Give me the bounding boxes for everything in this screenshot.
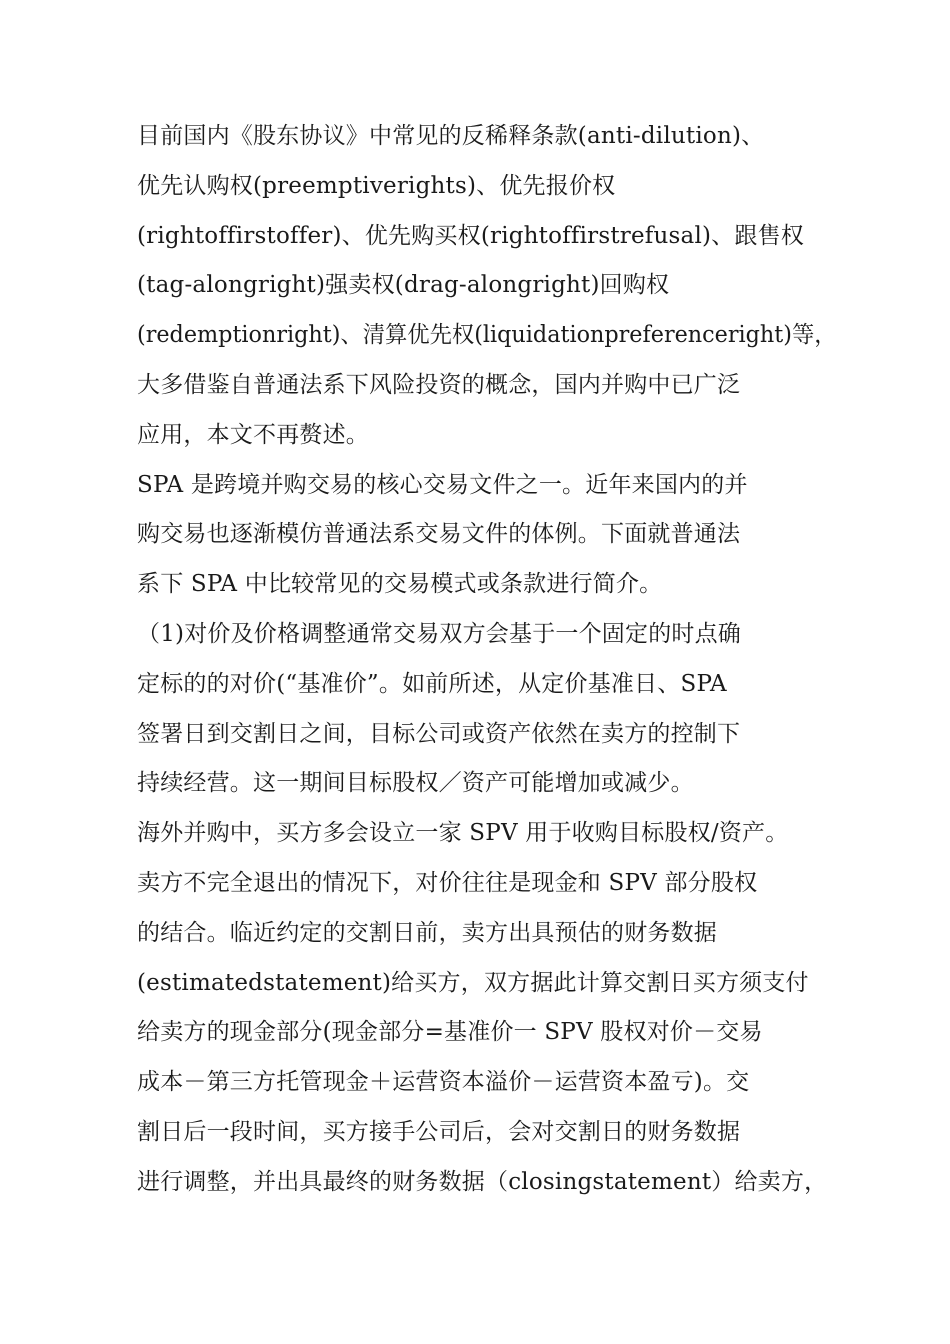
text-line: (redemptionright)、清算优先权(liquidationpreferenceright)等， (137, 322, 837, 349)
text-line: 卖方不完全退出的情况下，对价往往是现金和 SPV 部分股权 (137, 869, 758, 896)
text-line: (tag-alongright)强卖权(drag-alongright)回购权 (137, 272, 670, 299)
text-line: 系下 SPA 中比较常见的交易模式或条款进行简介。 (137, 571, 663, 598)
text-line: （1)对价及价格调整通常交易双方会基于一个固定的时点确 (137, 620, 742, 647)
text-line: 给卖方的现金部分(现金部分=基准价一 SPV 股权对价－交易 (137, 1019, 763, 1046)
text-line: 持续经营。这一期间目标股权／资产可能增加或减少。 (137, 770, 694, 797)
text-line: 的结合。临近约定的交割日前，卖方出具预估的财务数据 (137, 919, 717, 946)
text-line: 定标的的对价(“基准价”。如前所述，从定价基准日、SPA (137, 670, 727, 697)
text-line: 目前国内《股东协议》中常见的反稀释条款(anti-dilution)、 (137, 123, 765, 149)
text-line: SPA 是跨境并购交易的核心交易文件之一。近年来国内的并 (137, 471, 748, 498)
text-line: 海外并购中，买方多会设立一家 SPV 用于收购目标股权/资产。 (137, 820, 789, 847)
text-line: 成本－第三方托管现金＋运营资本溢价－运营资本盈亏)。交 (137, 1069, 750, 1096)
text-line: (estimatedstatement)给买方，双方据此计算交割日买方须支付 (137, 969, 809, 996)
text-line: 应用，本文不再赘述。 (137, 421, 369, 448)
text-line: 割日后一段时间，买方接手公司后，会对交割日的财务数据 (137, 1118, 741, 1145)
text-line: (rightoffirstoffer)、优先购买权(rightoffirstrefusal)、跟售权 (137, 222, 804, 249)
document-body (137, 112, 837, 1208)
text-line: 购交易也逐渐模仿普通法系交易文件的体例。下面就普通法 (137, 521, 741, 548)
text-line: 优先认购权(preemptiverights)、优先报价权 (137, 172, 616, 199)
text-line: 进行调整，并出具最终的财务数据（closingstatement）给卖方， (137, 1168, 828, 1195)
text-line: 大多借鉴自普通法系下风险投资的概念，国内并购中已广泛 (137, 371, 741, 398)
text-line: 签署日到交割日之间，目标公司或资产依然在卖方的控制下 (137, 720, 741, 747)
